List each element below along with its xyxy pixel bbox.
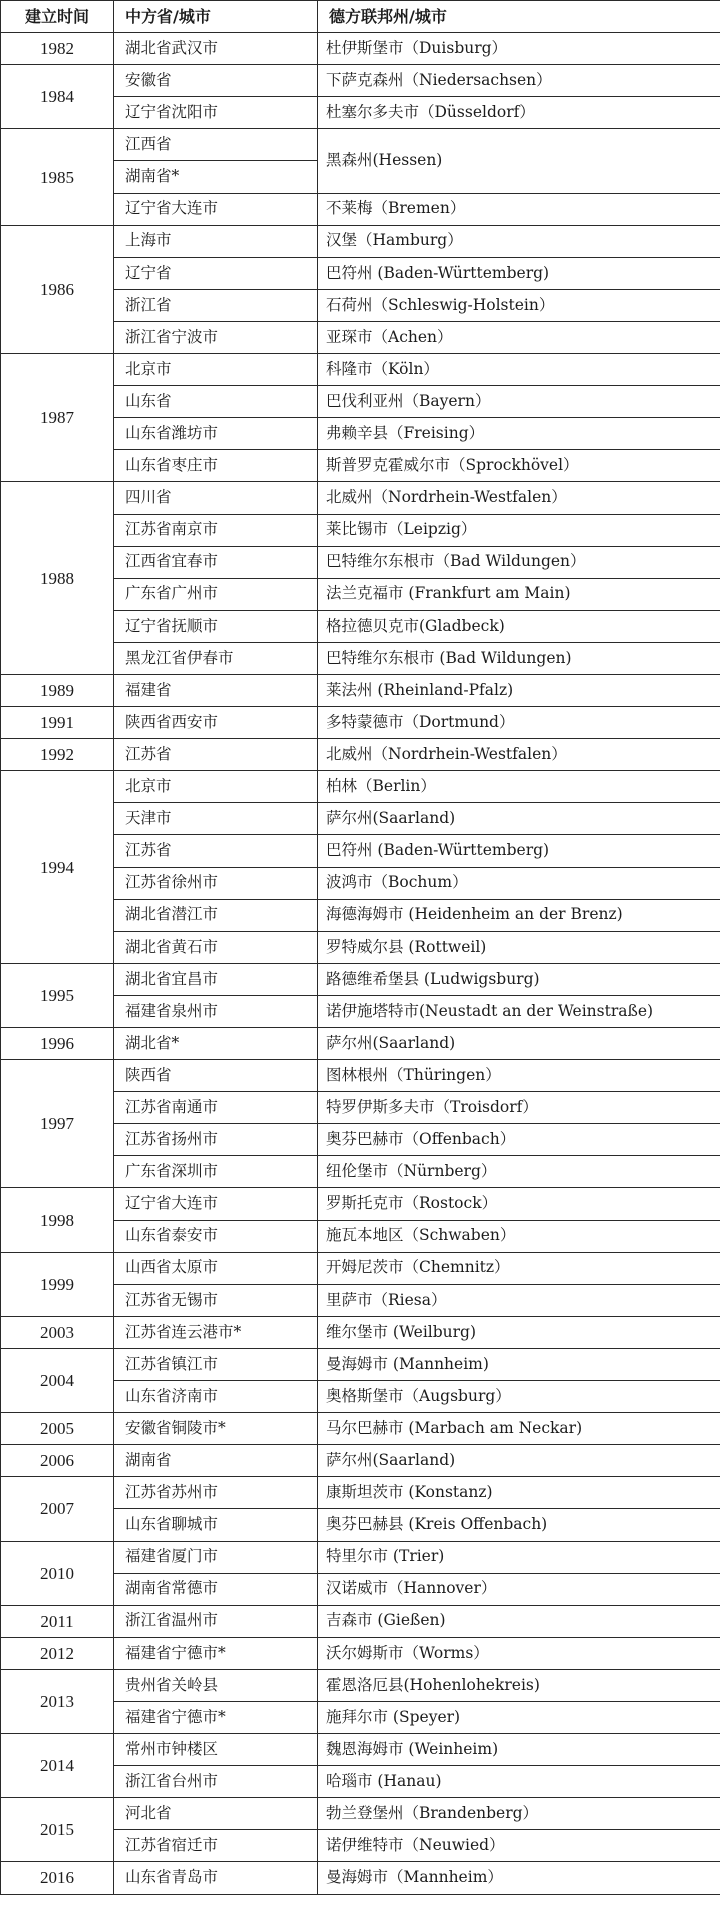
china-cell: 湖北省潜江市 [114, 899, 318, 931]
germany-cell: 科隆市（Köln） [318, 354, 720, 386]
china-cell: 江苏省南京市 [114, 514, 318, 546]
table-row [1, 1798, 720, 1830]
china-cell: 辽宁省大连市 [114, 193, 318, 225]
germany-cell: 特里尔市 (Trier) [318, 1541, 720, 1573]
china-cell: 江苏省镇江市 [114, 1348, 318, 1380]
table-row [1, 1669, 720, 1701]
germany-cell: 巴特维尔东根市（Bad Wildungen） [318, 546, 720, 578]
china-cell: 广东省广州市 [114, 578, 318, 610]
china-cell: 山东省青岛市 [114, 1862, 318, 1894]
china-cell: 山东省潍坊市 [114, 418, 318, 450]
table-row [1, 1477, 720, 1509]
germany-cell: 斯普罗克霍威尔市（Sprockhövel） [318, 450, 720, 482]
table-row [1, 1316, 720, 1348]
china-cell: 江西省 [114, 129, 318, 161]
china-cell: 江苏省连云港市* [114, 1316, 318, 1348]
table-row [1, 674, 720, 706]
china-cell: 山东省 [114, 386, 318, 418]
table-row [1, 1734, 720, 1766]
header-row [1, 1, 720, 33]
table-row [1, 1445, 720, 1477]
table-row [1, 354, 720, 386]
germany-cell: 亚琛市（Achen） [318, 321, 720, 353]
china-cell: 湖南省* [114, 161, 318, 193]
table-row [1, 771, 720, 803]
table-row [1, 482, 720, 514]
china-cell: 福建省宁德市* [114, 1637, 318, 1669]
china-cell: 江西省宜春市 [114, 546, 318, 578]
china-cell: 贵州省关岭县 [114, 1669, 318, 1701]
china-cell: 江苏省南通市 [114, 1092, 318, 1124]
year-cell: 2014 [1, 1734, 114, 1798]
year-cell: 2013 [1, 1669, 114, 1733]
germany-cell: 纽伦堡市（Nürnberg） [318, 1156, 720, 1188]
table-row [1, 1862, 720, 1894]
china-cell: 湖北省黄石市 [114, 931, 318, 963]
table-row [1, 65, 720, 97]
germany-cell: 杜塞尔多夫市（Düsseldorf） [318, 97, 720, 129]
year-cell: 1994 [1, 771, 114, 964]
china-cell: 山东省聊城市 [114, 1509, 318, 1541]
year-cell: 1987 [1, 354, 114, 482]
germany-cell: 康斯坦茨市 (Konstanz) [318, 1477, 720, 1509]
germany-cell: 石荷州（Schleswig-Holstein） [318, 289, 720, 321]
year-cell: 1998 [1, 1188, 114, 1252]
germany-cell: 多特蒙德市（Dortmund） [318, 707, 720, 739]
china-cell: 江苏省无锡市 [114, 1284, 318, 1316]
china-cell: 安徽省 [114, 65, 318, 97]
germany-cell: 莱比锡市（Leipzig） [318, 514, 720, 546]
china-cell: 江苏省宿迁市 [114, 1830, 318, 1862]
germany-cell: 施拜尔市 (Speyer) [318, 1701, 720, 1733]
germany-cell: 诺伊施塔特市(Neustadt an der Weinstraße) [318, 995, 720, 1027]
china-cell: 浙江省宁波市 [114, 321, 318, 353]
germany-cell: 法兰克福市 (Frankfurt am Main) [318, 578, 720, 610]
china-cell: 湖北省武汉市 [114, 33, 318, 65]
table-row [1, 1541, 720, 1573]
germany-cell: 哈瑙市 (Hanau) [318, 1766, 720, 1798]
year-cell: 1991 [1, 707, 114, 739]
germany-cell: 奥芬巴赫县 (Kreis Offenbach) [318, 1509, 720, 1541]
year-cell: 1984 [1, 65, 114, 129]
germany-cell: 特罗伊斯多夫市（Troisdorf） [318, 1092, 720, 1124]
year-cell: 1995 [1, 963, 114, 1027]
year-cell: 2016 [1, 1862, 114, 1894]
china-cell: 安徽省铜陵市* [114, 1413, 318, 1445]
china-cell: 江苏省 [114, 739, 318, 771]
year-cell: 1986 [1, 225, 114, 353]
germany-cell: 下萨克森州（Niedersachsen） [318, 65, 720, 97]
china-cell: 辽宁省沈阳市 [114, 97, 318, 129]
year-cell: 2015 [1, 1798, 114, 1862]
year-cell: 2004 [1, 1348, 114, 1412]
germany-cell: 杜伊斯堡市（Duisburg） [318, 33, 720, 65]
germany-cell: 格拉德贝克市(Gladbeck) [318, 610, 720, 642]
germany-cell: 莱法州 (Rheinland-Pfalz) [318, 674, 720, 706]
china-cell: 辽宁省抚顺市 [114, 610, 318, 642]
china-cell: 河北省 [114, 1798, 318, 1830]
table-row [1, 1188, 720, 1220]
table-row [1, 707, 720, 739]
china-cell: 四川省 [114, 482, 318, 514]
year-cell: 2003 [1, 1316, 114, 1348]
table-body [1, 33, 720, 1894]
germany-cell: 维尔堡市 (Weilburg) [318, 1316, 720, 1348]
year-cell: 2005 [1, 1413, 114, 1445]
header-china: 中方省/城市 [114, 1, 318, 33]
year-cell: 2011 [1, 1605, 114, 1637]
china-cell: 辽宁省大连市 [114, 1188, 318, 1220]
germany-cell: 巴伐利亚州（Bayern） [318, 386, 720, 418]
china-cell: 湖北省* [114, 1028, 318, 1060]
china-cell: 浙江省 [114, 289, 318, 321]
china-cell: 辽宁省 [114, 257, 318, 289]
china-cell: 常州市钟楼区 [114, 1734, 318, 1766]
china-cell: 江苏省苏州市 [114, 1477, 318, 1509]
germany-cell: 巴符州 (Baden-Württemberg) [318, 835, 720, 867]
germany-cell: 霍恩洛厄县(Hohenlohekreis) [318, 1669, 720, 1701]
germany-cell: 奥芬巴赫市（Offenbach） [318, 1124, 720, 1156]
germany-cell: 曼海姆市 (Mannheim) [318, 1348, 720, 1380]
year-cell: 1996 [1, 1028, 114, 1060]
table-row [1, 1028, 720, 1060]
china-cell: 陕西省西安市 [114, 707, 318, 739]
table-row [1, 1605, 720, 1637]
germany-cell: 汉堡（Hamburg） [318, 225, 720, 257]
china-cell: 山东省济南市 [114, 1381, 318, 1413]
year-cell: 1985 [1, 129, 114, 225]
header-year: 建立时间 [1, 1, 114, 33]
germany-cell: 不莱梅（Bremen） [318, 193, 720, 225]
germany-cell: 开姆尼茨市（Chemnitz） [318, 1252, 720, 1284]
germany-cell: 勃兰登堡州（Brandenberg） [318, 1798, 720, 1830]
germany-cell: 魏恩海姆市 (Weinheim) [318, 1734, 720, 1766]
china-cell: 福建省泉州市 [114, 995, 318, 1027]
germany-cell: 奥格斯堡市（Augsburg） [318, 1381, 720, 1413]
china-cell: 湖南省常德市 [114, 1573, 318, 1605]
china-cell: 江苏省 [114, 835, 318, 867]
china-cell: 湖南省 [114, 1445, 318, 1477]
china-cell: 江苏省徐州市 [114, 867, 318, 899]
china-cell: 湖北省宜昌市 [114, 963, 318, 995]
china-cell: 山东省枣庄市 [114, 450, 318, 482]
table-row [1, 963, 720, 995]
year-cell: 2007 [1, 1477, 114, 1541]
china-cell: 黑龙江省伊春市 [114, 642, 318, 674]
china-cell: 江苏省扬州市 [114, 1124, 318, 1156]
year-cell: 2012 [1, 1637, 114, 1669]
china-cell: 上海市 [114, 225, 318, 257]
germany-cell: 萨尔州(Saarland) [318, 803, 720, 835]
china-cell: 浙江省台州市 [114, 1766, 318, 1798]
germany-cell: 弗赖辛县（Freising） [318, 418, 720, 450]
year-cell: 2010 [1, 1541, 114, 1605]
germany-cell: 曼海姆市（Mannheim） [318, 1862, 720, 1894]
year-cell: 1999 [1, 1252, 114, 1316]
germany-cell: 海德海姆市 (Heidenheim an der Brenz) [318, 899, 720, 931]
germany-cell: 黑森州(Hessen) [318, 129, 720, 193]
germany-cell: 北威州（Nordrhein-Westfalen） [318, 739, 720, 771]
table-row [1, 33, 720, 65]
germany-cell: 吉森市 (Gießen) [318, 1605, 720, 1637]
germany-cell: 图林根州（Thüringen） [318, 1060, 720, 1092]
china-cell: 陕西省 [114, 1060, 318, 1092]
table-row [1, 1413, 720, 1445]
year-cell: 2006 [1, 1445, 114, 1477]
table-row [1, 1637, 720, 1669]
germany-cell: 柏林（Berlin） [318, 771, 720, 803]
china-cell: 浙江省温州市 [114, 1605, 318, 1637]
table-row [1, 129, 720, 161]
china-cell: 山西省太原市 [114, 1252, 318, 1284]
table-row [1, 1252, 720, 1284]
year-cell: 1988 [1, 482, 114, 675]
table-row [1, 1060, 720, 1092]
china-cell: 天津市 [114, 803, 318, 835]
table-row [1, 1348, 720, 1380]
china-cell: 福建省 [114, 674, 318, 706]
germany-cell: 马尔巴赫市 (Marbach am Neckar) [318, 1413, 720, 1445]
germany-cell: 路德维希堡县 (Ludwigsburg) [318, 963, 720, 995]
china-cell: 北京市 [114, 354, 318, 386]
germany-cell: 巴特维尔东根市 (Bad Wildungen) [318, 642, 720, 674]
germany-cell: 波鸿市（Bochum） [318, 867, 720, 899]
year-cell: 1989 [1, 674, 114, 706]
table-row [1, 739, 720, 771]
germany-cell: 罗斯托克市（Rostock） [318, 1188, 720, 1220]
germany-cell: 施瓦本地区（Schwaben） [318, 1220, 720, 1252]
germany-cell: 沃尔姆斯市（Worms） [318, 1637, 720, 1669]
year-cell: 1992 [1, 739, 114, 771]
year-cell: 1997 [1, 1060, 114, 1188]
header-germany: 德方联邦州/城市 [318, 1, 720, 33]
china-cell: 广东省深圳市 [114, 1156, 318, 1188]
germany-cell: 罗特威尔县 (Rottweil) [318, 931, 720, 963]
china-cell: 山东省泰安市 [114, 1220, 318, 1252]
year-cell: 1982 [1, 33, 114, 65]
germany-cell: 诺伊维特市（Neuwied） [318, 1830, 720, 1862]
germany-cell: 萨尔州(Saarland) [318, 1445, 720, 1477]
germany-cell: 北威州（Nordrhein-Westfalen） [318, 482, 720, 514]
germany-cell: 萨尔州(Saarland) [318, 1028, 720, 1060]
germany-cell: 巴符州 (Baden-Württemberg) [318, 257, 720, 289]
china-cell: 福建省宁德市* [114, 1701, 318, 1733]
china-cell: 福建省厦门市 [114, 1541, 318, 1573]
germany-cell: 里萨市（Riesa） [318, 1284, 720, 1316]
china-cell: 北京市 [114, 771, 318, 803]
germany-cell: 汉诺威市（Hannover） [318, 1573, 720, 1605]
table-row [1, 225, 720, 257]
